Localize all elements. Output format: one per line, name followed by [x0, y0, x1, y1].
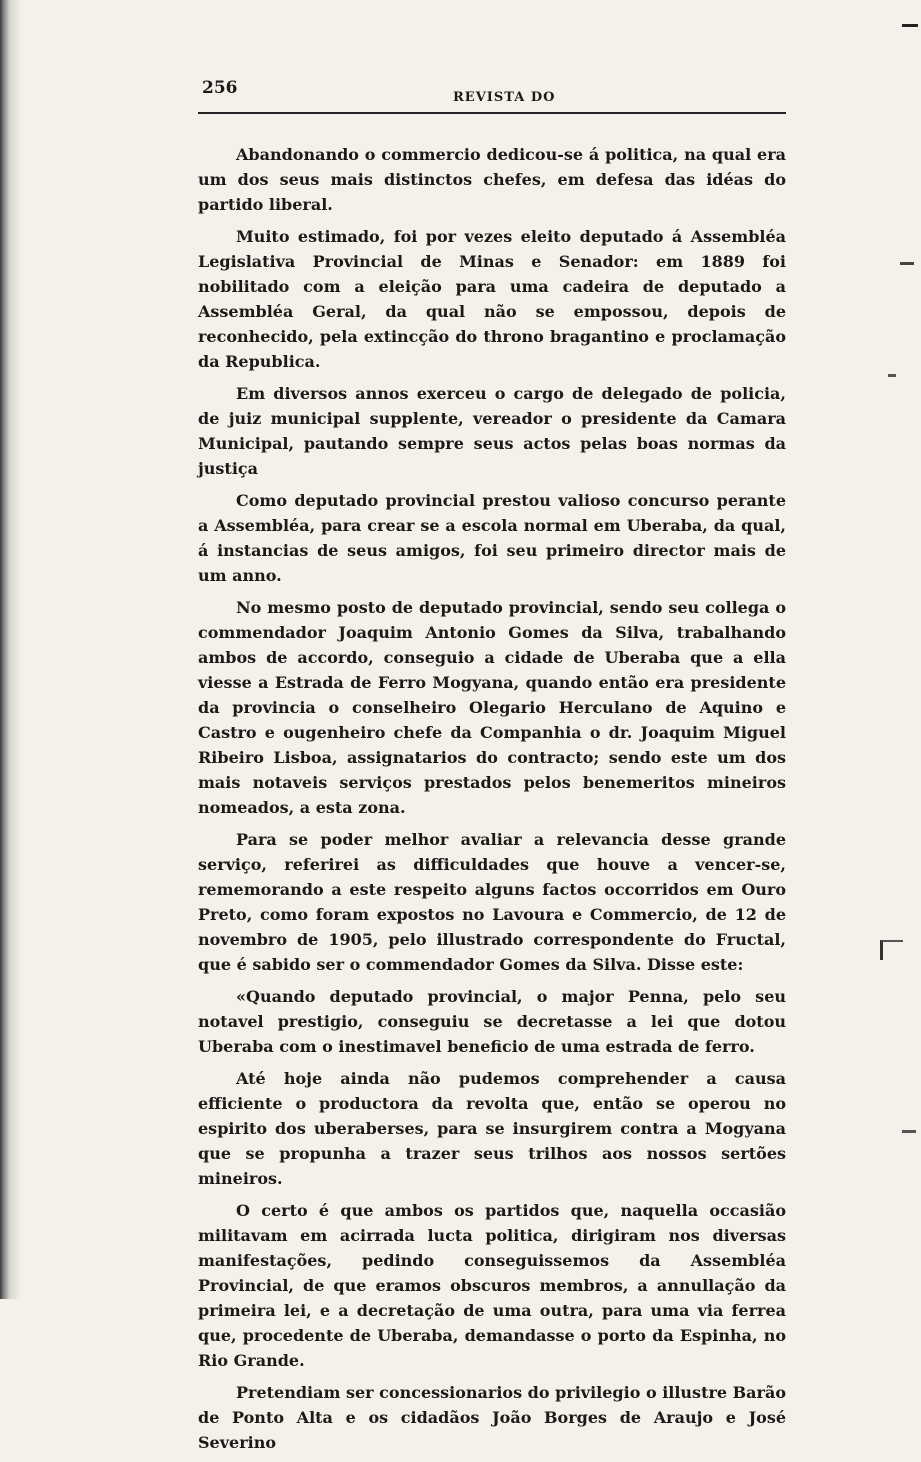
paragraph: O certo é que ambos os partidos que, naquella occasião militavam em acirrada lucta politica, dirigiram nos diversas manifestações, pedindo conseguissemos da Assembléa Provincial, de que eramos obscuros membros, a annullação da primeira lei, e a decretação de uma outra, para uma via ferrea que, procedente de Uberaba, demandasse o porto da Espinha, no Rio Grande.: [198, 1201, 786, 1370]
scan-mark: [902, 1130, 916, 1133]
document-page: [198, 70, 790, 1452]
header-rule: [198, 112, 786, 114]
paragraph: «Quando deputado provincial, o major Penna, pelo seu notavel prestigio, conseguiu se decretasse a lei que dotou Uberaba com o inestimavel beneficio de uma estrada de ferro.: [198, 987, 786, 1056]
scan-mark: [902, 24, 918, 27]
running-title: REVISTA DO: [453, 90, 556, 105]
paragraph: Até hoje ainda não pudemos comprehender a causa efficiente o productora da revolta que, então se operou no espirito dos uberaberses, para se insurgirem contra a Mogyana que se propunha a trazer seus trilhos aos nossos sertões mineiros.: [198, 1069, 786, 1188]
page-header: [198, 70, 790, 110]
paragraph: Como deputado provincial prestou valioso concurso perante a Assembléa, para crear se a escola normal em Uberaba, da qual, á instancias de seus amigos, foi seu primeiro director mais de um anno.: [198, 491, 786, 585]
paragraph: Abandonando o commercio dedicou-se á politica, na qual era um dos seus mais distinctos chefes, em defesa das idéas do partido liberal.: [198, 145, 786, 214]
page-body: [198, 142, 786, 1462]
page-number: 256: [202, 78, 238, 98]
scan-mark: [888, 374, 896, 377]
paragraph: Em diversos annos exerceu o cargo de delegado de policia, de juiz municipal supplente, vereador o presidente da Camara Municipal, pautando sempre seus actos pelas boas normas da justiça: [198, 384, 786, 478]
scan-mark: [900, 262, 914, 265]
scan-edge: [0, 0, 22, 1299]
paragraph: Pretendiam ser concessionarios do privilegio o illustre Barão de Ponto Alta e os cidadãos João Borges de Araujo e José Severino: [198, 1383, 786, 1452]
paragraph: Muito estimado, foi por vezes eleito deputado á Assembléa Legislativa Provincial de Minas e Senador: em 1889 foi nobilitado com a eleição para uma cadeira de deputado a Assembléa Geral, da qual não se empossou, depois de reconhecido, pela extincção do throno bragantino e proclamação da Republica.: [198, 227, 786, 371]
scan-mark: [880, 940, 903, 960]
paragraph: No mesmo posto de deputado provincial, sendo seu collega o commendador Joaquim Antonio Gomes da Silva, trabalhando ambos de accordo, conseguio a cidade de Uberaba que a ella viesse a Estrada de Ferro Mogyana, quando então era presidente da provincia o conselheiro Olegario Herculano de Aquino e Castro e ougenheiro chefe da Companhia o dr. Joaquim Miguel Ribeiro Lisboa, assignatarios do contracto; sendo este um dos mais notaveis serviços prestados pelos benemeritos mineiros nomeados, a esta zona.: [198, 598, 786, 817]
paragraph: Para se poder melhor avaliar a relevancia desse grande serviço, referirei as difficuldades que houve a vencer-se, rememorando a este respeito alguns factos occorridos em Ouro Preto, como foram expostos no Lavoura e Commercio, de 12 de novembro de 1905, pelo illustrado correspondente do Fructal, que é sabido ser o commendador Gomes da Silva. Disse este:: [198, 830, 786, 974]
